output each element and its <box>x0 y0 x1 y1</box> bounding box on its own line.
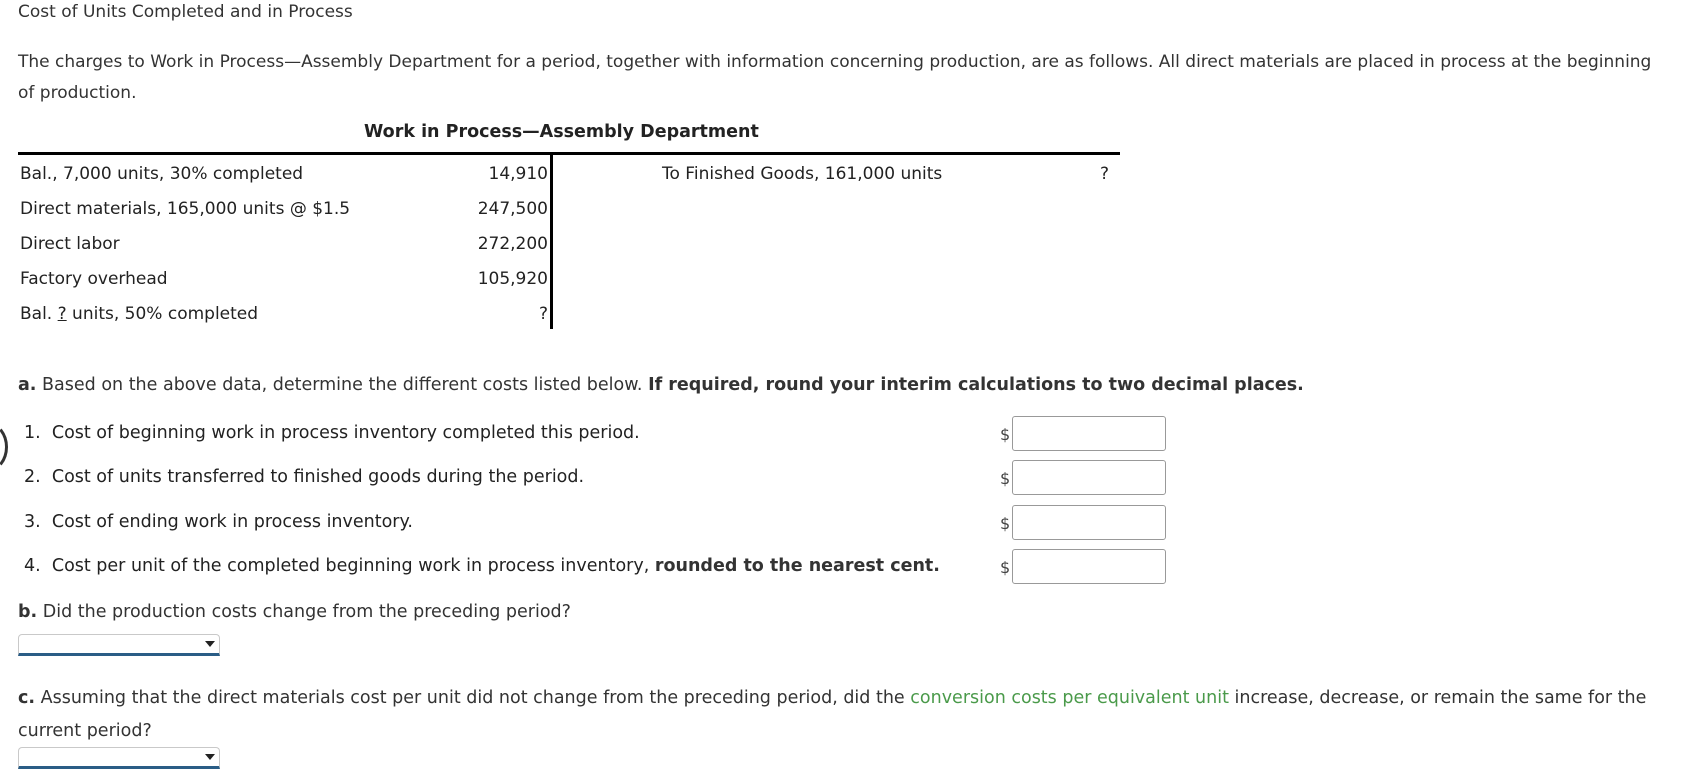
page-title: Cost of Units Completed and in Process <box>18 2 353 22</box>
item-text: Cost of beginning work in process inventory completed this period. <box>51 423 640 443</box>
part-c-prompt <box>18 682 1678 748</box>
part-a-letter: a. <box>18 375 37 395</box>
part-b-prompt <box>18 602 571 622</box>
item-number: 1. <box>24 423 41 443</box>
part-a-item <box>24 467 584 487</box>
item-text: Cost of units transferred to finished goods during the period. <box>51 467 585 487</box>
part-b-text: Did the production costs change from the preceding period? <box>42 602 571 622</box>
part-c-text-after: increase, decrease, or remain the same for the current period? <box>18 688 1647 741</box>
item-bold-note: rounded to the nearest cent. <box>654 556 940 576</box>
item-text: Cost per unit of the completed beginning work in process inventory, <box>51 556 650 576</box>
part-a-item <box>24 556 940 576</box>
ending-balance-value: ? <box>538 304 548 324</box>
item-number: 2. <box>24 467 41 487</box>
debit-row-value: 105,920 <box>477 269 548 289</box>
part-c-letter: c. <box>18 688 36 708</box>
answer-input-4[interactable] <box>1012 549 1166 584</box>
answer-input-2[interactable] <box>1012 460 1166 495</box>
currency-symbol: $ <box>1000 469 1011 488</box>
part-b-letter: b. <box>18 602 38 622</box>
part-a-item <box>24 423 640 443</box>
credit-row-value: ? <box>1100 164 1110 184</box>
dropdown-arrow-icon <box>205 754 215 760</box>
currency-symbol: $ <box>1000 514 1011 533</box>
problem-intro: The charges to Work in Process—Assembly Department for a period, together with information concerning production, are as follows. All direct materials are placed in process at the beginning of production. <box>18 52 1652 103</box>
ending-units-unknown: ? <box>57 304 67 324</box>
dropdown-arrow-icon <box>205 641 215 647</box>
item-number: 3. <box>24 512 41 532</box>
debit-row-label: Bal., 7,000 units, 30% completed <box>20 164 304 184</box>
credit-row-label: To Finished Goods, 161,000 units <box>662 164 943 184</box>
ending-balance-prefix: Bal. <box>20 304 58 324</box>
t-account-title: Work in Process—Assembly Department <box>364 122 759 142</box>
currency-symbol: $ <box>1000 425 1011 444</box>
debit-row-value: 272,200 <box>477 234 548 254</box>
part-a-prompt <box>18 375 1304 395</box>
part-a-text: Based on the above data, determine the different costs listed below. <box>42 375 643 395</box>
ending-balance-suffix: units, 50% completed <box>66 304 259 324</box>
debit-row-value: 14,910 <box>488 164 548 184</box>
conversion-costs-link[interactable]: conversion costs per equivalent unit <box>910 688 1229 708</box>
part-a-bold-note: If required, round your interim calculations to two decimal places. <box>648 375 1304 395</box>
left-edge-arc <box>0 422 8 472</box>
answer-input-3[interactable] <box>1012 505 1166 540</box>
debit-row-value: 247,500 <box>477 199 548 219</box>
part-c-dropdown[interactable] <box>18 747 220 769</box>
part-c-text-before: Assuming that the direct materials cost per unit did not change from the preceding period, did the <box>40 688 905 708</box>
debit-row-label: Direct labor <box>20 234 120 254</box>
debit-row-label: Factory overhead <box>20 269 168 289</box>
part-a-item <box>24 512 413 532</box>
item-text: Cost of ending work in process inventory. <box>51 512 413 532</box>
t-account-center-divider <box>550 155 553 329</box>
item-number: 4. <box>24 556 41 576</box>
part-b-dropdown[interactable] <box>18 634 220 656</box>
t-account-top-rule <box>18 152 1120 155</box>
currency-symbol: $ <box>1000 558 1011 577</box>
ending-balance-label <box>20 304 258 324</box>
answer-input-1[interactable] <box>1012 416 1166 451</box>
debit-row-label: Direct materials, 165,000 units @ $1.5 <box>20 199 351 219</box>
